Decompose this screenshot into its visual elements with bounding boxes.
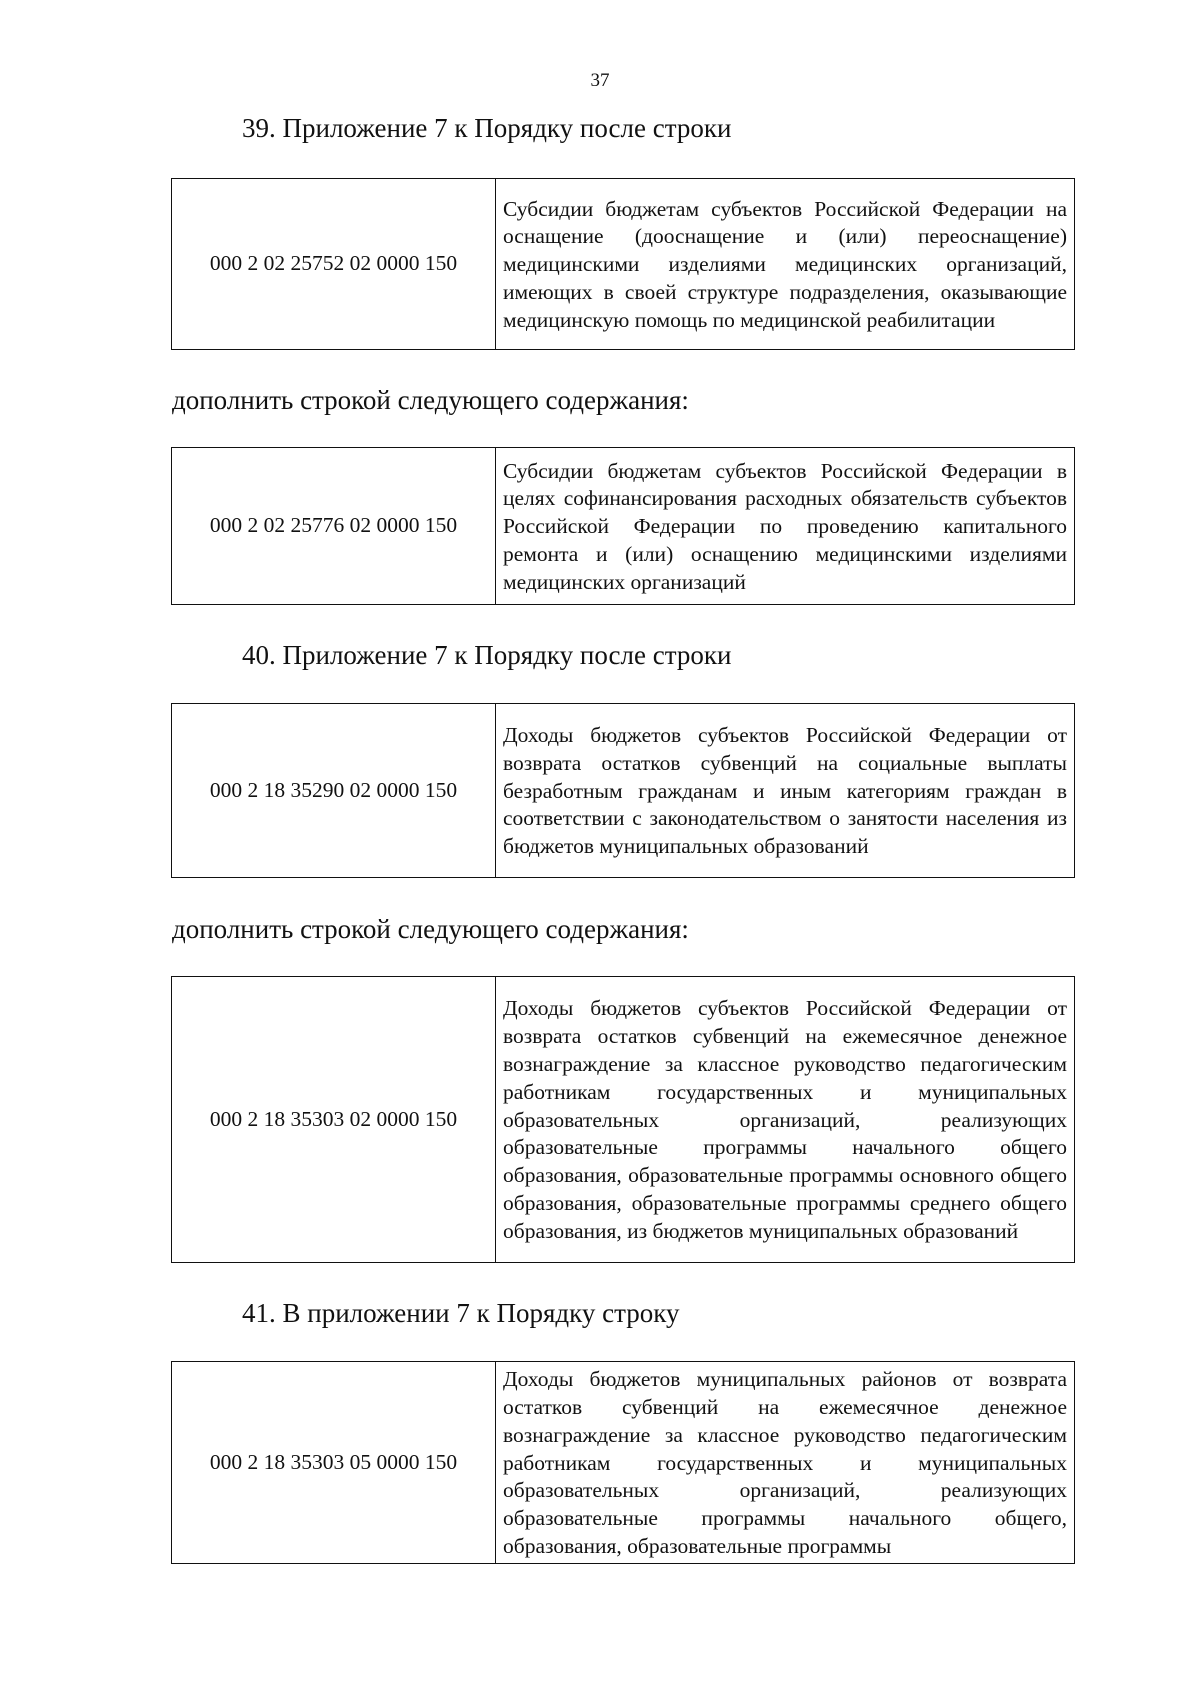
description-cell: Доходы бюджетов субъектов Российской Федерации от возврата остатков субвенций на социальные выплаты безработным гражданам и иным категориям граждан в соответствии с законодательством о занятости населения из бюджетов муниципальных образований [496,704,1075,878]
table-row [172,179,1075,350]
budget-code-table [171,447,1075,605]
description-cell: Субсидии бюджетам субъектов Российской Федерации на оснащение (дооснащение и (или) переоснащение) медицинскими изделиями медицинских организаций, имеющих в своей структуре подразделения, оказывающие медицинскую помощь по медицинской реабилитации [496,179,1075,350]
budget-code-cell: 000 2 02 25752 02 0000 150 [172,179,496,350]
instruction-text: дополнить строкой следующего содержания: [172,914,689,944]
description-cell: Доходы бюджетов муниципальных районов от возврата остатков субвенций на ежемесячное денежное вознаграждение за классное руководство педагогическим работникам государственных и муниципальных образовательных организаций, реализующих образовательные программы начального общего, образования, образовательные программы [496,1362,1075,1564]
budget-code-table [171,976,1075,1263]
description-cell: Доходы бюджетов субъектов Российской Федерации от возврата остатков субвенций на ежемесячное денежное вознаграждение за классное руководство педагогическим работникам государственных и муниципальных образовательных организаций, реализующих образовательные программы начального общего образования, образовательные программы основного общего образования, образовательные программы среднего общего образования, из бюджетов муниципальных образований [496,977,1075,1263]
budget-code-table [171,178,1075,350]
table-row [172,1362,1075,1564]
table-row [172,704,1075,878]
page-number: 37 [590,70,610,91]
budget-code-table [171,1361,1075,1564]
budget-code-cell: 000 2 02 25776 02 0000 150 [172,448,496,605]
table-row [172,448,1075,605]
description-cell: Субсидии бюджетам субъектов Российской Федерации в целях софинансирования расходных обязательств субъектов Российской Федерации по проведению капитального ремонта и (или) оснащению медицинскими изделиями медицинских организаций [496,448,1075,605]
budget-code-cell: 000 2 18 35290 02 0000 150 [172,704,496,878]
instruction-text: дополнить строкой следующего содержания: [172,385,689,415]
section-heading: 41. В приложении 7 к Порядку строку [242,1298,680,1328]
table-row [172,977,1075,1263]
budget-code-table [171,703,1075,878]
section-heading: 40. Приложение 7 к Порядку после строки [242,640,732,670]
budget-code-cell: 000 2 18 35303 05 0000 150 [172,1362,496,1564]
section-heading: 39. Приложение 7 к Порядку после строки [242,113,732,143]
budget-code-cell: 000 2 18 35303 02 0000 150 [172,977,496,1263]
